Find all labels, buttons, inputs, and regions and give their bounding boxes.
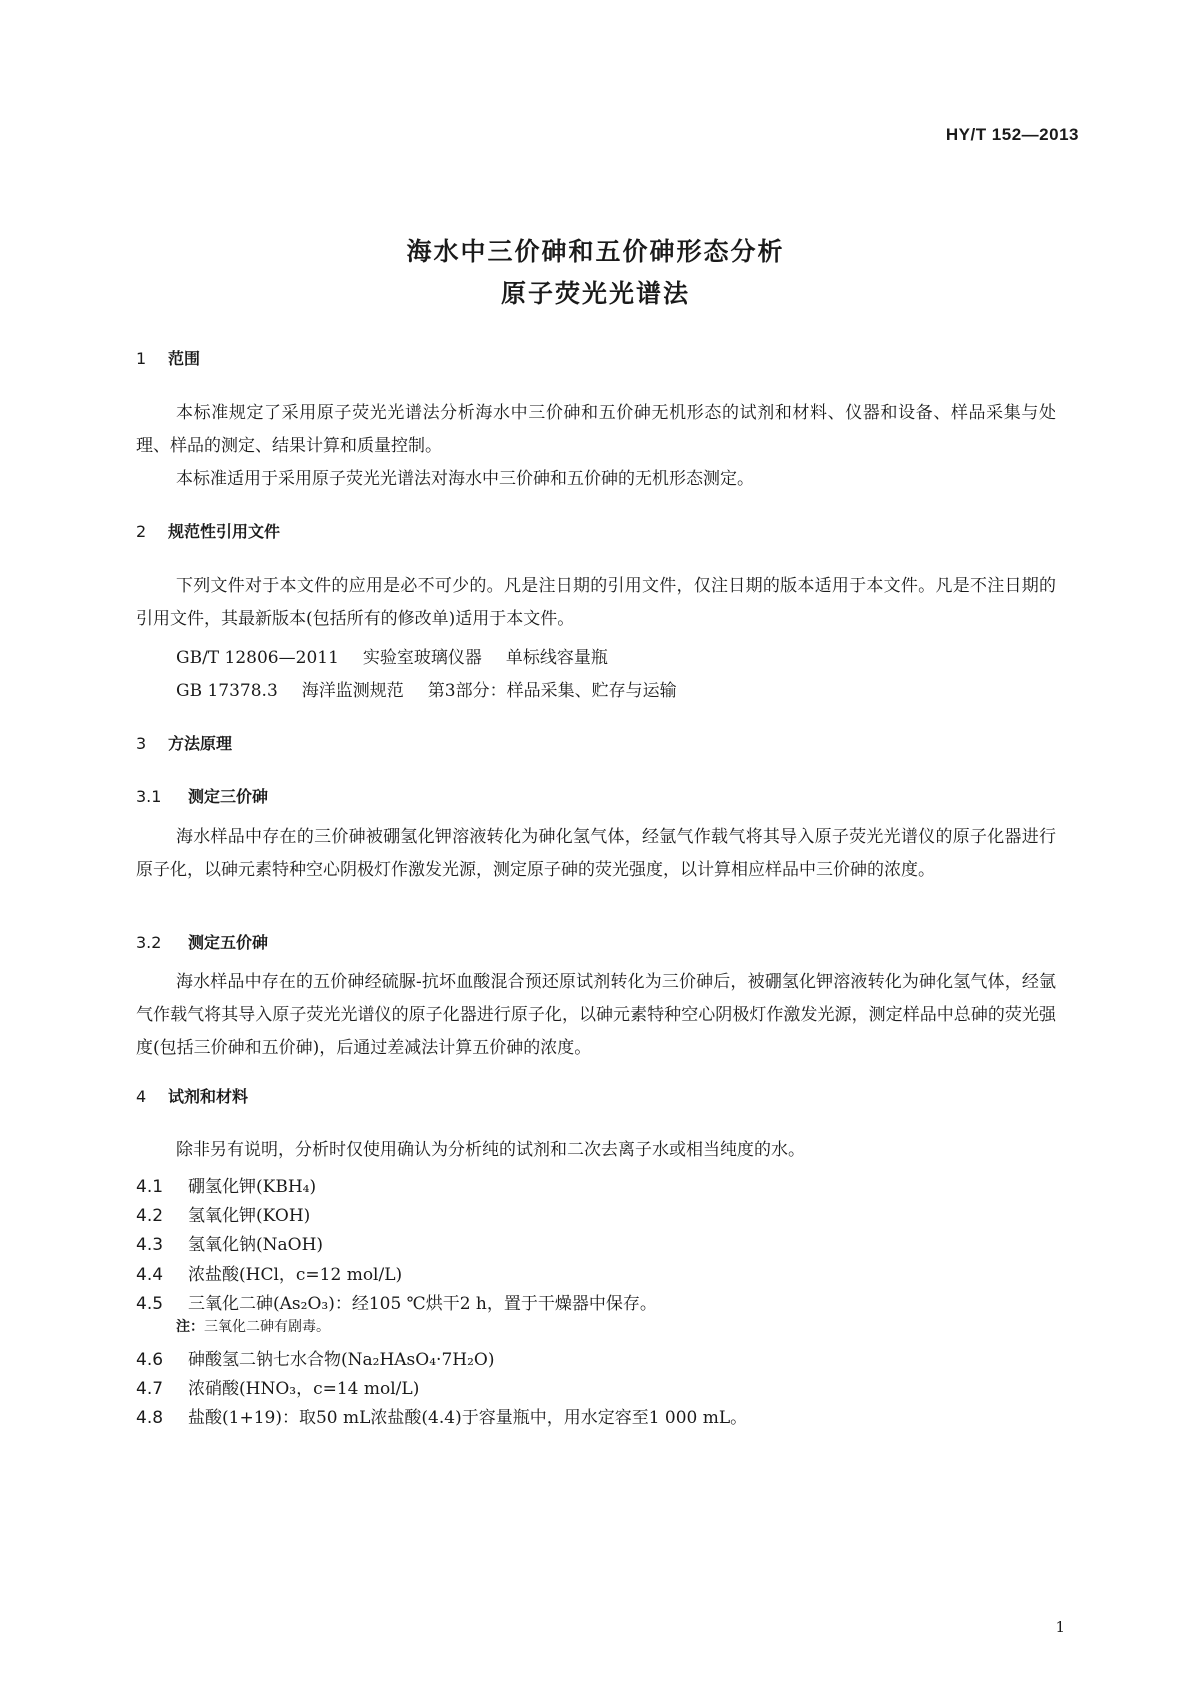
section-2-heading (136, 519, 280, 542)
item-number: 4.6 (136, 1350, 164, 1370)
section-title: 试剂和材料 (168, 1087, 249, 1106)
item-number: 4.5 (136, 1294, 164, 1314)
item-number: 4.3 (136, 1235, 164, 1255)
section-3-2-heading (136, 930, 268, 953)
item-text: 氢氧化钠(NaOH) (188, 1235, 324, 1255)
reference-1 (176, 643, 608, 668)
item-text: 氢氧化钾(KOH) (188, 1206, 311, 1226)
item-text: 浓硝酸(HNO₃，c=14 mol/L) (188, 1379, 420, 1399)
reference-code: GB 17378.3 (176, 681, 278, 701)
section-number: 4 (136, 1087, 147, 1106)
section-title: 范围 (168, 349, 201, 368)
subsection-number: 3.1 (136, 787, 162, 806)
section-title: 方法原理 (168, 734, 233, 753)
subsection-title: 测定三价砷 (188, 787, 269, 806)
section-4-heading (136, 1084, 248, 1107)
page-number: 1 (1055, 1618, 1065, 1636)
document-subtitle: 原子荧光光谱法 (500, 279, 690, 308)
item-text: 浓盐酸(HCl，c=12 mol/L) (188, 1265, 403, 1285)
reference-name: 实验室玻璃仪器 (362, 648, 482, 668)
item-number: 4.4 (136, 1265, 164, 1285)
reagent-item (136, 1345, 494, 1370)
section-3-heading (136, 731, 232, 754)
reference-part: 单标线容量瓶 (505, 648, 608, 668)
note-text: 三氧化二砷有剧毒。 (204, 1319, 330, 1335)
subsection-number: 3.2 (136, 933, 162, 952)
section-4-intro: 除非另有说明，分析时仅使用确认为分析纯的试剂和二次去离子水或相当纯度的水。 (176, 1140, 805, 1160)
section-number: 2 (136, 522, 147, 541)
document-title: 海水中三价砷和五价砷形态分析 (406, 237, 785, 266)
item-text: 砷酸氢二钠七水合物(Na₂HAsO₄·7H₂O) (188, 1350, 495, 1370)
reagent-item (136, 1289, 657, 1314)
section-1-heading (136, 346, 200, 369)
reagent-item (136, 1230, 323, 1255)
reagent-item (136, 1172, 316, 1197)
safety-note (176, 1316, 330, 1336)
section-number: 3 (136, 734, 147, 753)
section-1-paragraph-1: 本标准规定了采用原子荧光光谱法分析海水中三价砷和五价砷无机形态的试剂和材料、仪器和设备、样品采集与处理、样品的测定、结果计算和质量控制。 (136, 403, 1056, 456)
section-3-1-heading (136, 784, 268, 807)
item-number: 4.7 (136, 1379, 164, 1399)
section-3-1-paragraph: 海水样品中存在的三价砷被硼氢化钾溶液转化为砷化氢气体，经氩气作载气将其导入原子荧光光谱仪的原子化器进行原子化，以砷元素特种空心阴极灯作激发光源，测定原子砷的荧光强度，以计算相应样品中三价砷的浓度。 (136, 827, 1056, 880)
reference-2 (176, 676, 677, 701)
reference-part: 第3部分：样品采集、贮存与运输 (427, 681, 677, 701)
reference-name: 海洋监测规范 (301, 681, 404, 701)
section-number: 1 (136, 349, 147, 368)
reagent-item (136, 1260, 402, 1285)
subsection-title: 测定五价砷 (188, 933, 269, 952)
section-2-paragraph: 下列文件对于本文件的应用是必不可少的。凡是注日期的引用文件，仅注日期的版本适用于本文件。凡是不注日期的引用文件，其最新版本(包括所有的修改单)适用于本文件。 (136, 576, 1056, 629)
item-text: 三氧化二砷(As₂O₃)：经105 ℃烘干2 h，置于干燥器中保存。 (188, 1294, 657, 1314)
item-text: 盐酸(1+19)：取50 mL浓盐酸(4.4)于容量瓶中，用水定容至1 000 mL。 (188, 1408, 748, 1428)
item-number: 4.1 (136, 1177, 164, 1197)
section-title: 规范性引用文件 (168, 522, 281, 541)
reagent-item (136, 1201, 310, 1226)
note-label: 注： (176, 1319, 204, 1335)
section-3-2-paragraph: 海水样品中存在的五价砷经硫脲-抗坏血酸混合预还原试剂转化为三价砷后，被硼氢化钾溶液转化为砷化氢气体，经氩气作载气将其导入原子荧光光谱仪的原子化器进行原子化，以砷元素特种空心阴极灯作激发光源，测定样品中总砷的荧光强度(包括三价砷和五价砷)，后通过差减法计算五价砷的浓度。 (136, 972, 1056, 1058)
item-text: 硼氢化钾(KBH₄) (188, 1177, 317, 1197)
standard-code: HY/T 152—2013 (945, 125, 1079, 144)
section-1-paragraph-2: 本标准适用于采用原子荧光光谱法对海水中三价砷和五价砷的无机形态测定。 (176, 469, 754, 489)
reagent-item (136, 1374, 419, 1399)
reference-code: GB/T 12806—2011 (176, 648, 339, 668)
item-number: 4.2 (136, 1206, 164, 1226)
item-number: 4.8 (136, 1408, 164, 1428)
reagent-item (136, 1403, 747, 1428)
